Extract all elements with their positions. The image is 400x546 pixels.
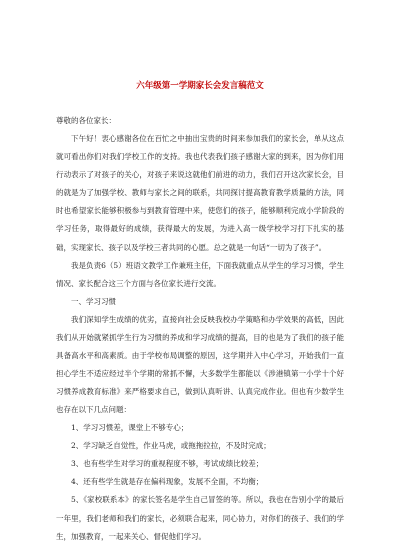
paragraph-study-habits: 我们深知学生成绩的优劣，直接向社会反映我校办学策略和办学效果的高低，因此我们从开始就紧抓学生行为习惯的养成和学习成绩的提高，目的也是为了我们的孩子能具备高水平和高素质。由于学校布局调整的原因，这学期并入中心学习，开始我们一直担心学生不适应经过半个学期的常抓不懈，大多数学生都能以《涉港镇第一小学十个好习惯养成教育标准》来严格要求自己，做到认真听讲、认真完成作业。但也有少数学生也存在以下几点问题： <box>56 314 344 415</box>
problem-item: 1、学习习惯差，课堂上不够专心； <box>71 423 189 433</box>
paragraph-intro: 我是负责6（5）班语文教学工作兼班主任，下面我就重点从学生的学习习惯，学生情况、家长配合这三个方面与各位家长进行交流。 <box>56 260 344 288</box>
section-heading-study-habits: 一、学习习惯 <box>71 296 116 306</box>
paragraph-opening: 下午好！衷心感谢各位在百忙之中抽出宝贵的时间来参加我们的家长会，单从这点就可看出你们对我们学校工作的支持。我也代表我们孩子感谢大家的到来，因为你们用行动表示了对孩子的关心，对孩子来说这就他们前进的动力，我们召开这次家长会，目的就是为了加强学校、教师与家长之间的联系，共同探讨提高教育教学质量的方法，同时也希望家长能够积极参与到教育管理中来，使您们的孩子，能够顺利完成小学阶段的学习任务，取得最好的成绩，获得最大的发展，为进入高一级学校学习打下扎实的基础，实现家长、孩子以及学校三者共同的心愿。总之就是一句话“一切为了孩子”。 <box>56 134 344 252</box>
problem-item: 4、还有些学生就是存在偏科现象，发展不全面，不均衡； <box>71 477 264 487</box>
paragraph-home-school-contact: 5、《家校联系本》的家长签名是学生自己冒签的等。所以，我也在告别小学的最后一年里，我们老师和我们的家长，必须联合起来，同心协力，对你们的孩子、我们的学生，加强教育，一起来关心、督促他们学习。 <box>56 495 344 541</box>
document-title: 六年级第一学期家长会发言稿范文 <box>136 81 264 91</box>
problem-item: 3、也有些学生对学习的重视程度不够，考试成绩比较差； <box>71 459 264 469</box>
problem-item: 2、学习缺乏自觉性，作业马虎，或拖拖拉拉，不及时完成； <box>71 441 271 451</box>
salutation: 尊敬的各位家长： <box>56 116 116 125</box>
document-body <box>56 112 344 546</box>
